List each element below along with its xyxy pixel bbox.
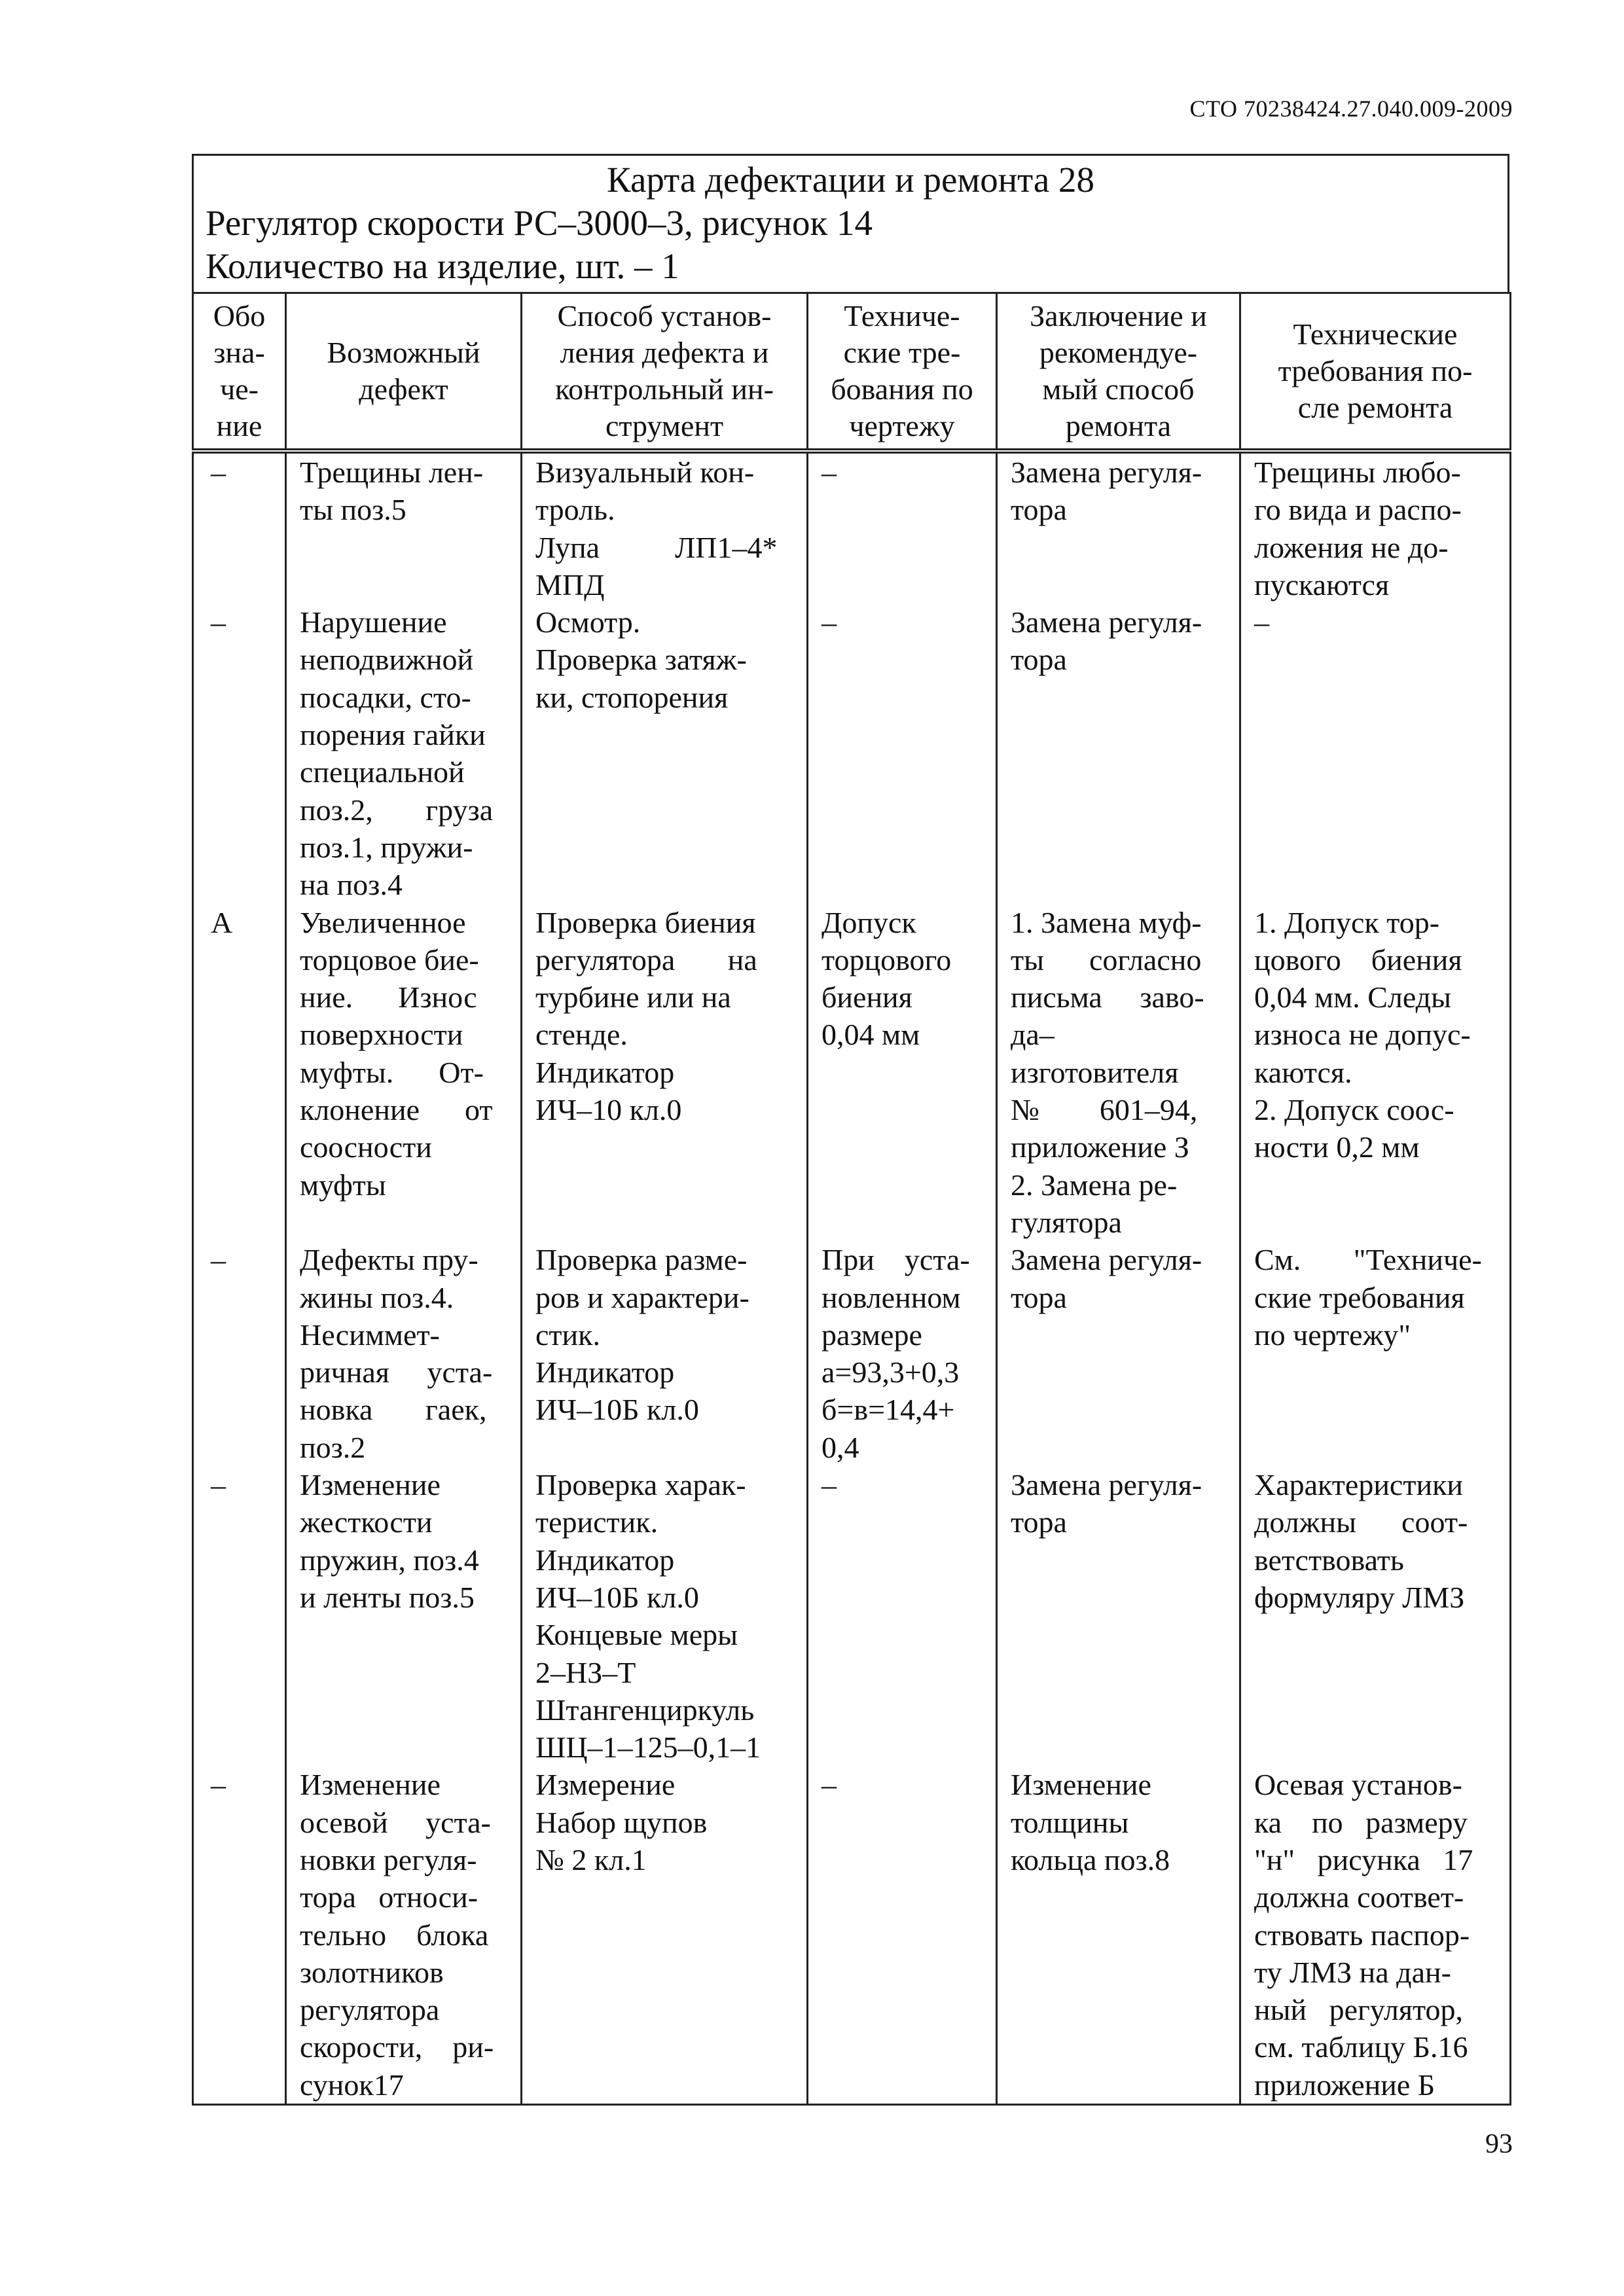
column-header-repair: Заключение и рекомендуе- мый способ ремонта <box>997 293 1240 452</box>
card-subtitle: Регулятор скорости РС–3000–3, рисунок 14 <box>206 203 873 243</box>
cell-defect <box>286 451 522 603</box>
cell-after-repair <box>1240 1466 1511 1766</box>
cell-method-text: Осмотр. Проверка затяж- ки, стопорения <box>535 605 747 714</box>
cell-after-repair-text: 1. Допуск тор- цового биения 0,04 мм. Следы износа не допус- каются. 2. Допуск соос- ности 0,2 мм <box>1254 905 1471 1164</box>
cell-repair-text: Замена регуля- тора <box>1011 456 1202 527</box>
column-header-method: Способ установ- ления дефекта и контрольный ин- струмент <box>522 293 808 452</box>
table-row <box>193 1241 1511 1466</box>
cell-designation-text: – <box>211 1468 226 1502</box>
defect-table <box>192 292 1511 2106</box>
cell-designation-text: А <box>211 905 233 939</box>
cell-requirements <box>808 1466 997 1766</box>
cell-method <box>522 1466 808 1766</box>
cell-defect <box>286 603 522 903</box>
column-header-defect: Возможный дефект <box>286 293 522 452</box>
cell-repair <box>997 451 1240 603</box>
table-row <box>193 603 1511 903</box>
cell-defect-text: Дефекты пру- жины поз.4. Несиммет- ричная уста- новка гаек, поз.2 <box>300 1243 493 1464</box>
cell-repair-text: Изменение толщины кольца поз.8 <box>1011 1768 1170 1876</box>
table-header-row <box>193 293 1511 452</box>
cell-designation-text: – <box>211 1243 226 1277</box>
cell-method-text: Измерение Набор щупов № 2 кл.1 <box>535 1768 708 1876</box>
card-title-block <box>192 154 1509 292</box>
cell-designation-text: – <box>211 605 226 639</box>
cell-method <box>522 904 808 1242</box>
card-title: Карта дефектации и ремонта 28 <box>607 160 1094 200</box>
cell-method <box>522 1766 808 2104</box>
cell-method <box>522 1241 808 1466</box>
cell-method <box>522 451 808 603</box>
page-number: 93 <box>1485 2129 1513 2159</box>
cell-designation <box>193 451 286 603</box>
cell-after-repair <box>1240 904 1511 1242</box>
cell-designation-text: – <box>211 1768 226 1802</box>
cell-repair <box>997 904 1240 1242</box>
cell-after-repair-text: – <box>1254 605 1269 639</box>
cell-method-text: Проверка харак- теристик. Индикатор ИЧ–10Б кл.0 Концевые меры 2–НЗ–Т Штангенциркуль ШЦ–1–125–0,1–1 <box>535 1468 761 1765</box>
column-header-designation: Обо зна- че- ние <box>193 293 286 452</box>
cell-after-repair <box>1240 1766 1511 2104</box>
cell-defect-text: Изменение осевой уста- новки регуля- тора относи- тельно блока золотников регулятора скорости, ри- сунок17 <box>300 1768 494 2102</box>
cell-repair <box>997 1241 1240 1466</box>
cell-requirements-text: Допуск торцового биения 0,04 мм <box>821 905 952 1052</box>
cell-after-repair <box>1240 451 1511 603</box>
cell-repair <box>997 1466 1240 1766</box>
cell-repair <box>997 1766 1240 2104</box>
defect-repair-card <box>192 154 1509 2106</box>
cell-designation-text: – <box>211 456 226 489</box>
cell-repair-text: Замена регуля- тора <box>1011 605 1202 677</box>
cell-requirements <box>808 1766 997 2104</box>
cell-requirements-text: – <box>821 1468 837 1502</box>
cell-defect <box>286 1241 522 1466</box>
cell-repair-text: 1. Замена муф- ты согласно письма заво- да– изготовителя № 601–94, приложение З 2. Замена ре- гулятора <box>1011 905 1204 1239</box>
cell-after-repair <box>1240 603 1511 903</box>
cell-repair-text: Замена регуля- тора <box>1011 1243 1202 1314</box>
cell-repair <box>997 603 1240 903</box>
cell-after-repair-text: Характеристики должны соот- ветствовать формуляру ЛМЗ <box>1254 1468 1468 1614</box>
cell-after-repair <box>1240 1241 1511 1466</box>
column-header-after-repair: Технические требования по- сле ремонта <box>1240 293 1511 452</box>
cell-method-text: Проверка биения регулятора на турбине или на стенде. Индикатор ИЧ–10 кл.0 <box>535 905 757 1127</box>
cell-defect-text: Нарушение неподвижной посадки, сто- порения гайки специальной поз.2, груза поз.1, пружи- на поз.4 <box>300 605 494 902</box>
cell-method-text: Визуальный кон- троль. Лупа ЛП1–4* МПД <box>535 456 778 601</box>
cell-defect <box>286 904 522 1242</box>
cell-requirements <box>808 904 997 1242</box>
cell-designation <box>193 1466 286 1766</box>
table-row <box>193 451 1511 603</box>
cell-requirements-text: При уста- новленном размере а=93,3+0,3 б=в=14,4+ 0,4 <box>821 1243 970 1464</box>
cell-requirements-text: – <box>821 1768 837 1802</box>
cell-after-repair-text: Трещины любо- го вида и распо- ложения не до- пускаются <box>1254 456 1462 601</box>
column-header-requirements: Техниче- ские тре- бования по чертежу <box>808 293 997 452</box>
cell-designation <box>193 603 286 903</box>
table-row <box>193 1466 1511 1766</box>
cell-after-repair-text: См. "Техниче- ские требования по чертежу" <box>1254 1243 1482 1352</box>
cell-defect <box>286 1466 522 1766</box>
cell-method <box>522 603 808 903</box>
cell-defect-text: Трещины лен- ты поз.5 <box>300 456 484 527</box>
standard-code: СТО 70238424.27.040.009-2009 <box>1189 96 1513 122</box>
card-quantity: Количество на изделие, шт. – 1 <box>206 246 679 286</box>
cell-requirements <box>808 451 997 603</box>
cell-defect-text: Увеличенное торцовое бие- ние. Износ поверхности муфты. От- клонение от соосности муфты <box>300 905 493 1202</box>
cell-after-repair-text: Осевая установ- ка по размеру "н" рисунка 17 должна соответ- ствовать паспор- ту ЛМЗ на дан- ный регулятор, см. таблицу Б.16 приложение Б <box>1254 1768 1473 2102</box>
cell-designation <box>193 904 286 1242</box>
cell-defect <box>286 1766 522 2104</box>
cell-designation <box>193 1241 286 1466</box>
cell-designation <box>193 1766 286 2104</box>
cell-repair-text: Замена регуля- тора <box>1011 1468 1202 1539</box>
cell-requirements-text: – <box>821 605 837 639</box>
cell-defect-text: Изменение жесткости пружин, поз.4 и ленты поз.5 <box>300 1468 479 1614</box>
table-row <box>193 1766 1511 2104</box>
cell-requirements <box>808 603 997 903</box>
cell-method-text: Проверка разме- ров и характери- стик. Индикатор ИЧ–10Б кл.0 <box>535 1243 749 1427</box>
cell-requirements <box>808 1241 997 1466</box>
table-row <box>193 904 1511 1242</box>
cell-requirements-text: – <box>821 456 837 489</box>
